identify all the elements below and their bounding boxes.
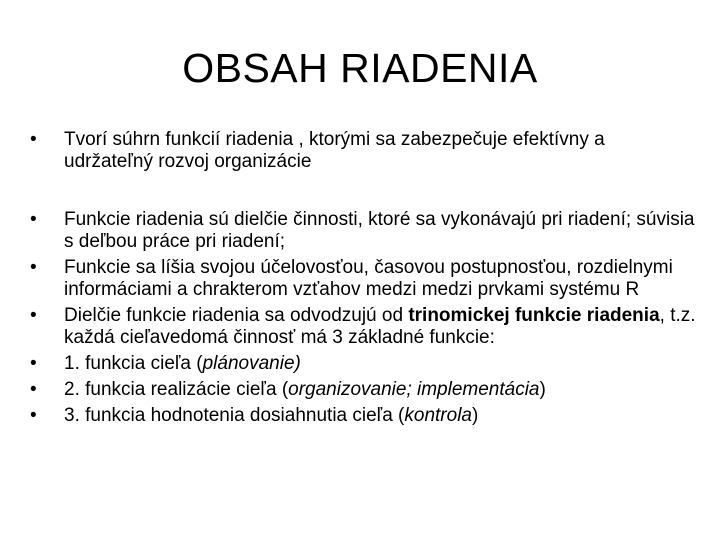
bullet-marker: • <box>30 305 37 326</box>
text-run: 3. funkcia hodnotenia dosiahnutia cieľa ( <box>64 405 405 426</box>
list-item <box>30 379 698 401</box>
text-run: ) <box>539 379 546 400</box>
text-run: 2. funkcia realizácie cieľa ( <box>64 379 289 400</box>
text-run: Dielčie funkcie riadenia sa odvodzujú od <box>64 305 409 326</box>
bullet-text: Tvorí súhrn funkcií riadenia , ktorými sa zabezpečuje efektívny a udržateľný rozvoj organizácie <box>64 129 605 172</box>
bullet-text <box>64 353 301 374</box>
italic-text-run: plánovanie) <box>202 353 301 374</box>
bullet-marker: • <box>30 353 37 374</box>
bullet-text <box>64 257 673 300</box>
list-item <box>30 209 698 253</box>
list-item <box>30 405 698 427</box>
text-run: 1. funkcia cieľa ( <box>64 353 203 374</box>
italic-text-run: kontrola <box>404 405 472 426</box>
text-run: , t.z. každá cieľavedomá činnosť má 3 základné funkcie: <box>64 305 696 348</box>
bullet-text <box>64 379 546 400</box>
list-item <box>30 353 698 375</box>
slide-title: OBSAH RIADENIA <box>182 45 538 91</box>
text-run: Funkcie sa líšia svojou účelovosťou, časovou postupnosťou, rozdielnymi informáciami a chrakterom vzťahov medzi medzi prvkami systému R <box>64 257 673 300</box>
bullet-text <box>64 209 694 252</box>
bullet-marker: • <box>30 209 37 230</box>
text-run: ) <box>472 405 479 426</box>
bold-text-run: trinomickej funkcie riadenia <box>408 305 660 326</box>
bullet-marker: • <box>30 405 37 426</box>
text-run: Funkcie riadenia sú dielčie činnosti, ktoré sa vykonávajú pri riadení; súvisia s deľbou práce pri riadení; <box>64 209 695 252</box>
list-item <box>30 257 698 301</box>
list-item <box>30 305 698 349</box>
bullet-text <box>64 405 478 426</box>
intro-bullet-list <box>30 129 698 173</box>
functions-bullet-list <box>30 209 698 431</box>
bullet-marker: • <box>30 379 37 400</box>
bullet-text <box>64 305 696 348</box>
list-item <box>30 129 698 173</box>
bullet-marker: • <box>30 129 37 150</box>
bullet-marker: • <box>30 257 37 278</box>
italic-text-run: organizovanie; implementácia <box>288 379 540 400</box>
